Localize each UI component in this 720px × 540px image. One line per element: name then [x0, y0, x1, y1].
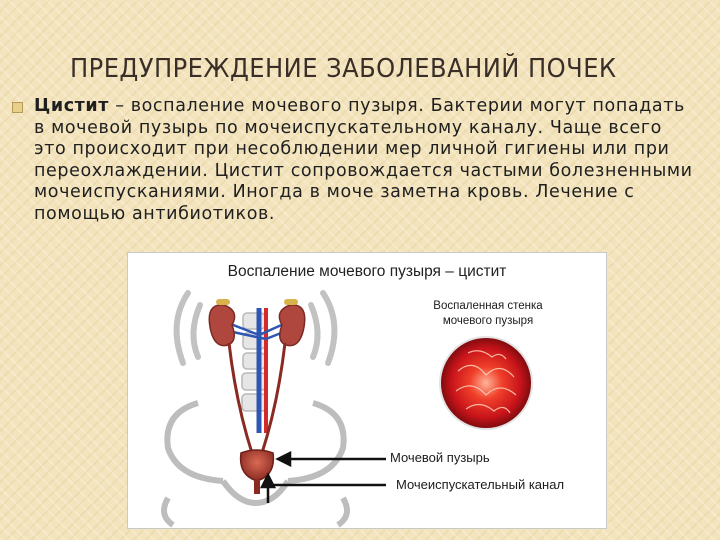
left-kidney: [209, 305, 234, 346]
inflamed-wall-image: [440, 337, 532, 429]
bullet-square-icon: [12, 102, 23, 113]
spine-outline: [242, 313, 266, 411]
slide-title: ПРЕДУПРЕЖДЕНИЕ ЗАБОЛЕВАНИЙ ПОЧЕК: [70, 54, 617, 84]
cystitis-figure: [127, 252, 607, 529]
bullet-text: – воспаление мочевого пузыря. Бактерии могут попадать в мочевой пузырь по мочеиспускательному каналу. Чаще всего это происходит при несоблюдении мер личной гигиены или при переохлаждении. Цистит сопровождается частыми болезненными мочеиспусканиями. Иногда в моче заметна кровь. Лечение с помощью антибиотиков.: [34, 96, 693, 224]
bullet-term: Цистит: [34, 96, 110, 116]
left-adrenal: [216, 299, 230, 305]
figure-title: Воспаление мочевого пузыря – цистит: [227, 263, 507, 280]
urethra-label: Мочеиспускательный канал: [395, 477, 565, 492]
inflamed-wall-label: Воспаленная стенка мочевого пузыря: [433, 300, 543, 327]
bladder-label: Мочевой пузырь: [390, 450, 490, 465]
bullet-paragraph: [34, 96, 694, 225]
urethra: [254, 480, 260, 494]
right-adrenal: [284, 299, 298, 305]
right-kidney: [279, 305, 304, 346]
